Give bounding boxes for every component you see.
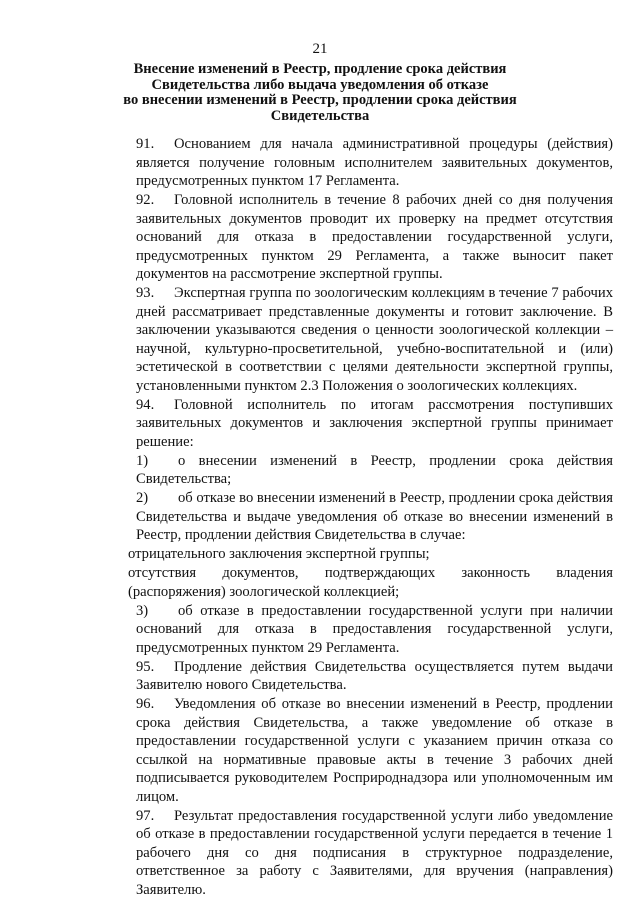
- paragraph-number: 95.: [136, 658, 155, 675]
- list-number: 2): [136, 490, 149, 506]
- list-number: 1): [136, 452, 149, 469]
- paragraph-number: 92.: [136, 192, 155, 208]
- title-line: во внесении изменений в Реестр, продлении срока действия: [123, 92, 517, 108]
- paragraph-text: Основанием для начала административной процедуры (действия) является получение головным исполнителем заявительных документов, предусмотренных пунктом 17 Регламента.: [136, 136, 613, 189]
- sub-item-text: отсутствия документов, подтверждающих законность владения (распоряжения) зоологической коллекцией;: [128, 565, 613, 600]
- sub-item: [96, 545, 613, 564]
- sub-item: [96, 564, 613, 601]
- paragraph-97: [96, 807, 613, 900]
- paragraph-number: 97.: [136, 807, 155, 824]
- paragraph-number: 94.: [136, 396, 155, 413]
- paragraph-number: 91.: [136, 136, 155, 152]
- paragraph-93: [96, 284, 613, 395]
- list-number: 3): [136, 602, 149, 619]
- page-number: 21: [312, 41, 328, 57]
- paragraph-91: [96, 135, 613, 191]
- section-title: [95, 62, 545, 124]
- paragraph-95: [96, 658, 613, 695]
- list-item-3: [96, 602, 613, 658]
- paragraph-text: Результат предоставления государственной услуги либо уведомление об отказе в предоставлении государственной услуги передается в течение 1 рабочего дня со дня подписания в структурное подразделение, ответственное за работу с Заявителями, для вручения (направления) Заявителю.: [136, 807, 613, 898]
- list-text: о внесении изменений в Реестр, продлении срока действия Свидетельства;: [136, 452, 613, 487]
- document-body: [96, 135, 613, 899]
- title-line: Свидетельства: [270, 107, 370, 124]
- title-line: Свидетельства либо выдача уведомления об отказе: [151, 76, 489, 93]
- paragraph-text: Головной исполнитель по итогам рассмотрения поступивших заявительных документов и заключения экспертной группы принимает решение:: [136, 396, 613, 450]
- paragraph-number: 96.: [136, 696, 155, 712]
- paragraph-text: Головной исполнитель в течение 8 рабочих дней со дня получения заявительных документов проводит их проверку на предмет отсутствия оснований для отказа в предоставлении государственной услуги, предусмотренных пунктом 29 Регламента, а также выносит пакет документов на рассмотрение экспертной группы.: [136, 192, 613, 282]
- list-text: об отказе в предоставлении государственной услуги при наличии оснований для отказа в предоставления государственной услуги, предусмотренных пунктом 29 Регламента.: [136, 602, 613, 656]
- list-item-2: [96, 489, 613, 545]
- list-item-1: [96, 452, 613, 489]
- paragraph-text: Уведомления об отказе во внесении изменений в Реестр, продлении срока действия Свидетельства, а также уведомление об отказе в предоставлении государственной услуги с указанием причин отказа со ссылкой на нормативные правовые акты в течение 3 рабочих дней подписывается руководителем Росприроднадзора или уполномоченным им лицом.: [136, 696, 613, 805]
- paragraph-92: [96, 191, 613, 284]
- sub-item-text: отрицательного заключения экспертной группы;: [128, 546, 430, 562]
- paragraph-text: Экспертная группа по зоологическим коллекциям в течение 7 рабочих дней рассматривает представленные документы и готовит заключение. В заключении указываются сведения о ценности зоологической коллекции – научной, культурно-просветительной, учебно-воспитательной и (или) эстетической в соответствии с целями деятельности экспертной группы, установленными пунктом 2.3 Положения о зоологических коллекциях.: [136, 285, 613, 394]
- title-line: Внесение изменений в Реестр, продление срока действия: [133, 61, 507, 77]
- list-text: об отказе во внесении изменений в Реестр, продлении срока действия Свидетельства и выдаче уведомления об отказе во внесении изменений в Реестр, продлении действия Свидетельства в случае:: [136, 490, 613, 543]
- paragraph-text: Продление действия Свидетельства осуществляется путем выдачи Заявителю нового Свидетельства.: [136, 658, 613, 693]
- paragraph-number: 93.: [136, 285, 155, 301]
- paragraph-94: [96, 396, 613, 452]
- paragraph-96: [96, 695, 613, 806]
